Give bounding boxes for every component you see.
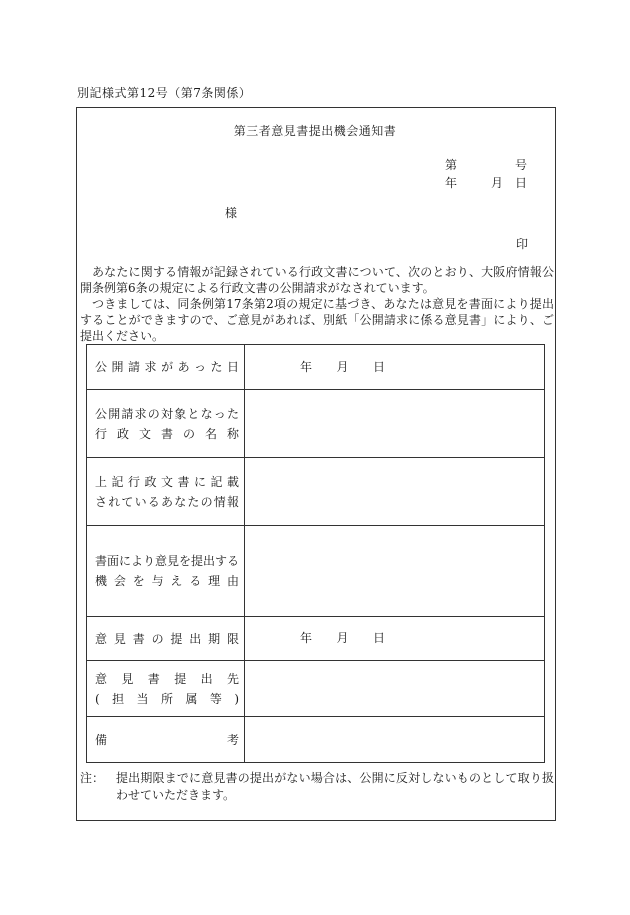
notice-body	[80, 264, 554, 344]
note-mark: 注：	[80, 771, 105, 785]
number-prefix: 第	[445, 158, 458, 172]
row-value	[245, 617, 545, 661]
addressee-suffix: 様	[225, 206, 238, 220]
label-line: 書面により意見を提出する	[95, 554, 240, 568]
table-row-deadline	[87, 617, 545, 661]
date-year: 年	[300, 631, 313, 646]
body-paragraph-1: あなたに関する情報が記録されている行政文書について、次のとおり、大阪府情報公開条例第6条の規定による行政文書の公開請求がなされています。	[80, 265, 554, 295]
info-table	[86, 344, 545, 763]
label-line: 備考	[95, 732, 240, 747]
table-row-request-date	[87, 345, 545, 390]
date-year: 年	[445, 176, 458, 190]
date-day: 日	[372, 631, 385, 646]
row-value	[245, 458, 545, 526]
body-paragraph-2: つきましては、同条例第17条第2項の規定に基づき、あなたは意見を書面により提出することができますので、ご意見があれば、別紙「公開請求に係る意見書」により、ご提出ください。	[80, 297, 554, 343]
row-value	[245, 717, 545, 763]
date-day: 日	[514, 176, 527, 190]
row-value	[245, 345, 545, 390]
document-title: 第三者意見書提出機会通知書	[233, 124, 397, 138]
row-label	[87, 617, 245, 661]
row-label	[87, 345, 245, 390]
row-value	[245, 661, 545, 717]
row-label	[87, 661, 245, 717]
number-suffix: 号	[514, 158, 527, 172]
row-value	[245, 526, 545, 617]
date-fields	[300, 359, 385, 375]
label-line: (担当所属等)	[95, 691, 240, 706]
document-date	[445, 175, 527, 191]
footnote	[80, 770, 554, 804]
date-fields	[300, 630, 385, 646]
table-row-remarks	[87, 717, 545, 763]
date-month: 月	[336, 359, 349, 374]
label-line: 行政文書の名称	[95, 426, 240, 441]
label-line: 公開請求があった日	[95, 360, 240, 374]
table-row-submission-office	[87, 661, 545, 717]
row-value	[245, 390, 545, 458]
row-label	[87, 526, 245, 617]
label-line: 公開請求の対象となった	[95, 406, 240, 421]
note-text: 提出期限までに意見書の提出がない場合は、公開に反対しないものとして取り扱わせていただきます。	[116, 771, 554, 802]
label-line: されているあなたの情報	[95, 494, 240, 509]
form-reference: 別記様式第12号（第7条関係）	[77, 86, 252, 100]
table-row-document-name	[87, 390, 545, 458]
label-line: 意見書提出先	[95, 671, 240, 686]
table-row-your-information	[87, 458, 545, 526]
row-label	[87, 390, 245, 458]
row-label	[87, 458, 245, 526]
label-line: 意見書の提出期限	[95, 631, 240, 646]
document-number	[445, 157, 527, 173]
date-year: 年	[300, 359, 313, 374]
date-day: 日	[372, 359, 385, 374]
label-line: 上記行政文書に記載	[95, 474, 240, 489]
date-month: 月	[336, 631, 349, 646]
row-label	[87, 717, 245, 763]
seal-mark: 印	[516, 237, 529, 251]
date-month: 月	[490, 176, 503, 190]
table-row-reason	[87, 526, 545, 617]
label-line: 機会を与える理由	[95, 574, 240, 588]
